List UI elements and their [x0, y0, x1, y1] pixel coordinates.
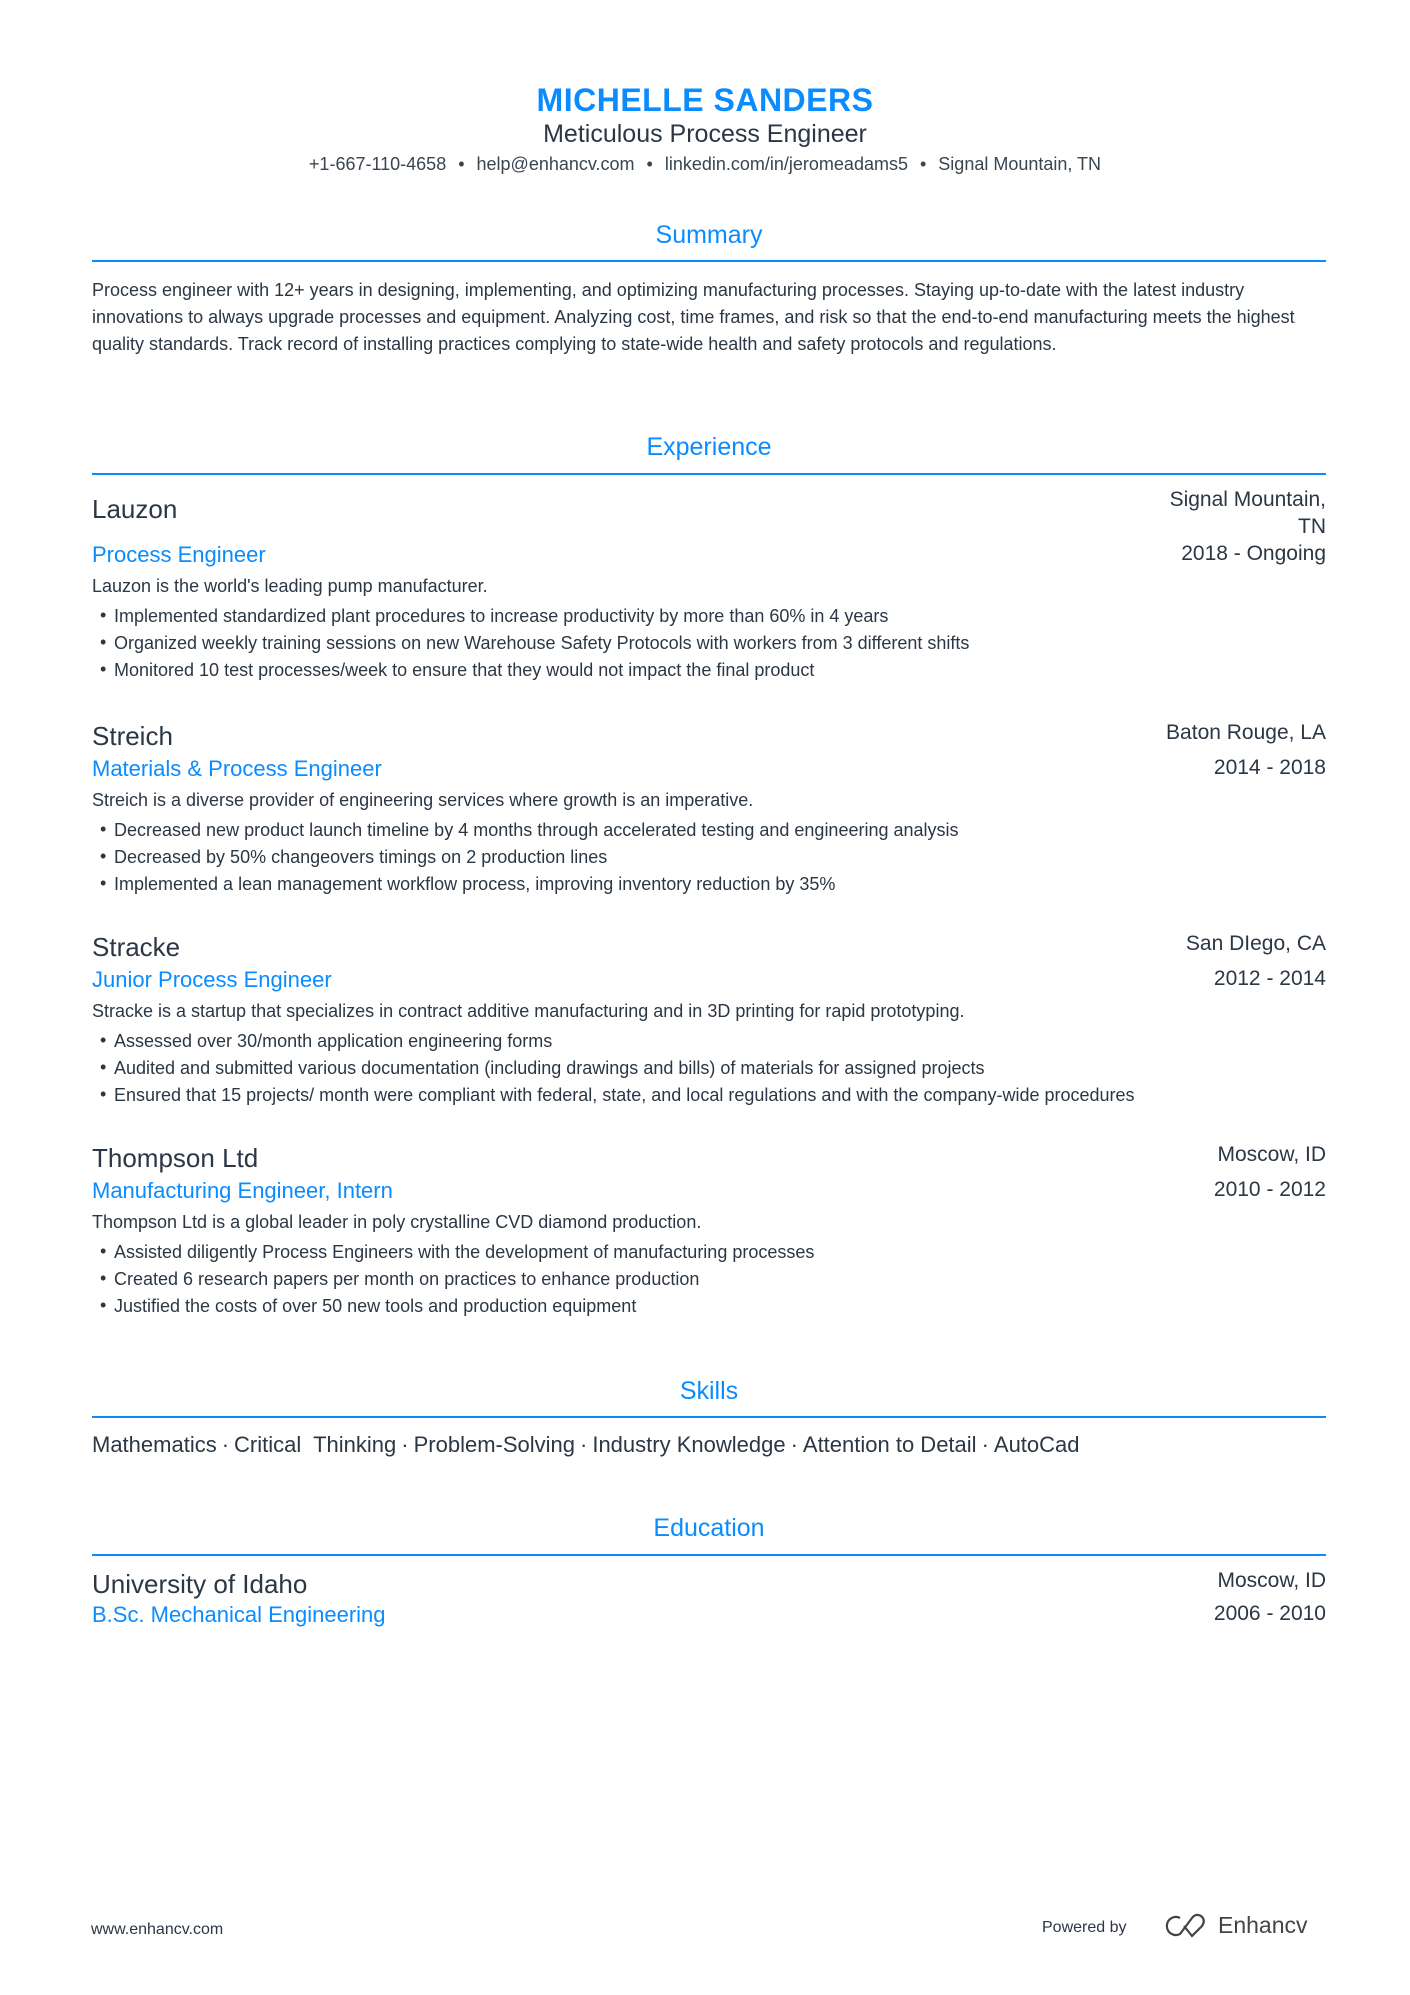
skills-list — [92, 1432, 1080, 1458]
experience-entry — [92, 932, 1326, 1109]
company-description: Stracke is a startup that specializes in contract additive manufacturing and in 3D printing for rapid prototyping. — [92, 1001, 965, 1021]
separator-dot: • — [458, 154, 465, 174]
bullet-item: • Implemented standardized plant procedures to increase productivity by more than 60% in 4 years — [92, 603, 1326, 630]
section-heading-summary: Summary — [655, 221, 763, 249]
job-dates: 2014 - 2018 — [1213, 756, 1326, 779]
section-heading-skills: Skills — [679, 1377, 739, 1405]
email-link[interactable]: help@enhancv.com — [476, 154, 635, 174]
candidate-name: MICHELLE SANDERS — [536, 82, 874, 118]
job-role: Process Engineer — [92, 542, 266, 567]
job-dates: 2018 - Ongoing — [1181, 542, 1326, 565]
experience-entry — [92, 1143, 1326, 1320]
job-location: San DIego, CA — [1185, 932, 1326, 955]
website-link[interactable]: www.enhancv.com — [91, 1921, 224, 1938]
phone: +1-667-110-4658 — [308, 154, 447, 174]
bullet-item: • Organized weekly training sessions on new Warehouse Safety Protocols with workers from 3 different shifts — [92, 630, 1326, 657]
location: Signal Mountain, TN — [938, 154, 1102, 174]
bullet-item: • Decreased by 50% changeovers timings on 2 production lines — [92, 844, 1326, 871]
linkedin-link[interactable]: linkedin.com/in/jeromeadams5 — [664, 154, 908, 174]
section-heading-experience: Experience — [646, 433, 772, 461]
company-description: Streich is a diverse provider of engineering services where growth is an imperative. — [92, 790, 754, 810]
contact-line — [0, 154, 1410, 175]
job-role: Materials & Process Engineer — [92, 756, 382, 781]
bullet-list — [92, 603, 1326, 684]
skill-item: Industry Knowledge — [592, 1432, 786, 1457]
skill-item: AutoCad — [993, 1432, 1080, 1457]
skill-separator: · — [580, 1432, 588, 1457]
enhancv-logo[interactable] — [1162, 1912, 1308, 1939]
company-name: Stracke — [92, 932, 181, 962]
skill-separator: · — [790, 1432, 798, 1457]
skill-item: Critical Thinking — [234, 1432, 397, 1457]
skill-separator: · — [221, 1432, 230, 1457]
candidate-title: Meticulous Process Engineer — [543, 120, 867, 148]
bullet-item: • Assisted diligently Process Engineers with the development of manufacturing processes — [92, 1239, 1326, 1266]
summary-text: Process engineer with 12+ years in designing, implementing, and optimizing manufacturing processes. Staying up-to-date with the latest industry innovations to always upgrade processes and equipment. Analyzing cost, time frames, and risk so that the end-to-end manufacturing meets the highest quality standards. Track record of installing practices complying to state-wide health and safety protocols and regulations. — [92, 280, 1295, 354]
divider — [92, 1554, 1326, 1556]
education-entry — [92, 1569, 1326, 1628]
separator-dot: • — [646, 154, 653, 174]
bullet-list — [92, 1239, 1326, 1320]
skill-separator: · — [401, 1432, 409, 1457]
divider — [92, 1416, 1326, 1418]
divider — [92, 260, 1326, 262]
job-dates: 2010 - 2012 — [1213, 1178, 1326, 1201]
degree: B.Sc. Mechanical Engineering — [92, 1602, 386, 1627]
education-dates: 2006 - 2010 — [1213, 1602, 1326, 1625]
bullet-item: • Assessed over 30/month application engineering forms — [92, 1028, 1326, 1055]
divider — [92, 473, 1326, 475]
school-location: Moscow, ID — [1217, 1569, 1326, 1592]
brand-name: Enhancv — [1218, 1912, 1308, 1938]
enhancv-logo-icon — [1162, 1913, 1208, 1939]
job-location: Baton Rouge, LA — [1166, 721, 1326, 744]
skill-separator: · — [981, 1432, 989, 1457]
bullet-item: • Justified the costs of over 50 new tools and production equipment — [92, 1293, 1326, 1320]
bullet-list — [92, 1028, 1326, 1109]
bullet-item: • Monitored 10 test processes/week to ensure that they would not impact the final product — [92, 657, 1326, 684]
powered-by: Powered by — [1042, 1919, 1127, 1936]
company-name: Thompson Ltd — [92, 1143, 259, 1173]
skill-item: Problem-Solving — [413, 1432, 575, 1457]
section-heading-education: Education — [653, 1514, 765, 1542]
school-name: University of Idaho — [92, 1569, 308, 1599]
company-description: Thompson Ltd is a global leader in poly crystalline CVD diamond production. — [92, 1212, 702, 1232]
job-role: Manufacturing Engineer, Intern — [92, 1178, 393, 1203]
bullet-item: • Audited and submitted various documentation (including drawings and bills) of materials for assigned projects — [92, 1055, 1326, 1082]
bullet-item: • Ensured that 15 projects/ month were compliant with federal, state, and local regulations and with the company-wide procedures — [92, 1082, 1326, 1109]
skill-item: Mathematics — [92, 1432, 217, 1457]
bullet-item: • Decreased new product launch timeline by 4 months through accelerated testing and engineering analysis — [92, 817, 1326, 844]
bullet-list — [92, 817, 1326, 898]
separator-dot: • — [919, 154, 927, 174]
job-role: Junior Process Engineer — [92, 967, 332, 992]
company-description: Lauzon is the world's leading pump manufacturer. — [92, 576, 488, 596]
bullet-item: • Implemented a lean management workflow process, improving inventory reduction by 35% — [92, 871, 1326, 898]
skill-item: Attention to Detail — [802, 1432, 977, 1457]
company-name: Lauzon — [92, 494, 178, 524]
job-location: Signal Mountain, TN — [1169, 488, 1326, 538]
job-dates: 2012 - 2014 — [1213, 967, 1326, 990]
company-name: Streich — [92, 721, 173, 751]
job-location: Moscow, ID — [1217, 1143, 1326, 1166]
bullet-item: • Created 6 research papers per month on practices to enhance production — [92, 1266, 1326, 1293]
experience-entry — [92, 721, 1326, 898]
experience-entry — [92, 490, 1326, 684]
